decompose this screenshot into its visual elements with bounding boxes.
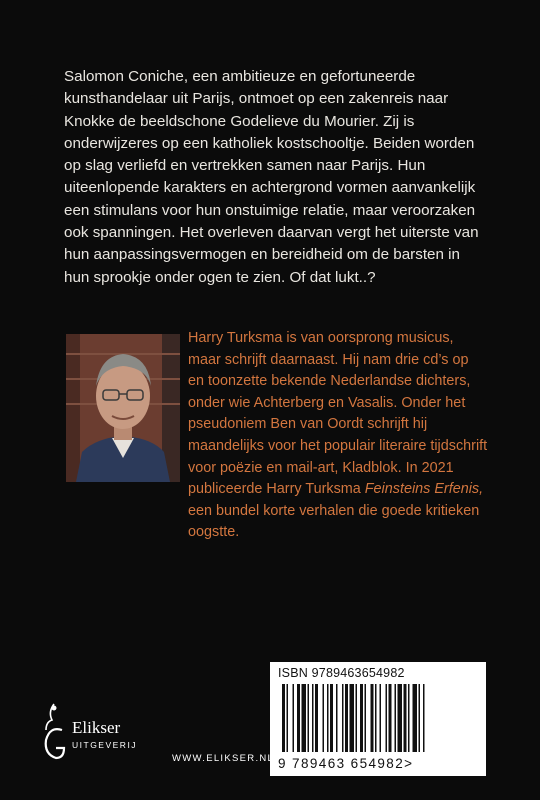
barcode-bar (297, 684, 300, 752)
barcode-bar (404, 684, 407, 752)
barcode-number: 9 789463 654982> (278, 756, 414, 771)
barcode-bar (408, 684, 410, 752)
barcode-bar (389, 684, 392, 752)
barcode-bar (419, 684, 421, 752)
barcode-bar (330, 684, 333, 752)
barcode-bar (380, 684, 382, 752)
author-photo (66, 334, 180, 482)
publisher-logo (40, 700, 160, 770)
barcode-bar (423, 684, 425, 752)
publisher-subtitle: UITGEVERIJ (72, 740, 138, 750)
barcode-bar (356, 684, 358, 752)
barcode-bar (336, 684, 338, 752)
barcode-bar (398, 684, 403, 752)
barcode-bars (278, 684, 478, 754)
publisher-logo-icon (40, 700, 70, 770)
barcode-bar (350, 684, 355, 752)
back-cover-blurb: Salomon Coniche, een ambitieuze en gefortuneerde kunsthandelaar uit Parijs, ontmoet op een zakenreis naar Knokke de beeldschone Godelieve du Mourier. Zij is onderwijzeres op een katholiek kostschooltje. Beiden worden op slag verliefd en vertrekken samen naar Parijs. Hun uiteenlopende karakters en achtergrond vormen aanvankelijk een stimulans voor hun onstuimige relatie, maar veroorzaken ook spanningen. Het overleven daarvan vergt het uiterste van hun aanpassingsvermogen en bereidheid om de barsten in hun sprookje onder ogen te zien. Of dat lukt..? (64, 68, 479, 286)
barcode-bar (323, 684, 325, 752)
barcode-bar (386, 684, 388, 752)
barcode-bar (287, 684, 289, 752)
barcode-bar (312, 684, 314, 752)
barcode-bar (342, 684, 344, 752)
barcode-bar (345, 684, 348, 752)
barcode-bar (315, 684, 318, 752)
publisher-website: WWW.ELIKSER.NL (172, 753, 275, 764)
barcode-bar (395, 684, 397, 752)
author-bio: Harry Turksma is van oorsprong musicus, maar schrijft daarnaast. Hij nam drie cd’s op en toonzette bekende Nederlandse dichters, onder wie Achterberg en Vasalis. Onder het pseudoniem Ben van Oordt schrijft hij maandelijks voor het populair literaire tijdschrift voor poëzie en mail-art, Kladblok. In 2021 publiceerde Harry Turksma Feinsteins Erfenis, een bundel korte verhalen die goede kritieken oogstte. (188, 330, 488, 541)
barcode-bar (371, 684, 374, 752)
barcode-bar (282, 684, 285, 752)
barcode-bar (413, 684, 418, 752)
barcode-bar (308, 684, 310, 752)
barcode (270, 662, 486, 776)
isbn-label: ISBN 9789463654982 (278, 666, 405, 680)
book-title: Feinsteins Erfenis, (364, 481, 484, 498)
barcode-bar (327, 684, 329, 752)
barcode-bar (302, 684, 307, 752)
barcode-bar (365, 684, 367, 752)
publisher-name: Elikser (72, 718, 121, 737)
barcode-bar (293, 684, 295, 752)
barcode-bar (360, 684, 363, 752)
barcode-bar (375, 684, 377, 752)
